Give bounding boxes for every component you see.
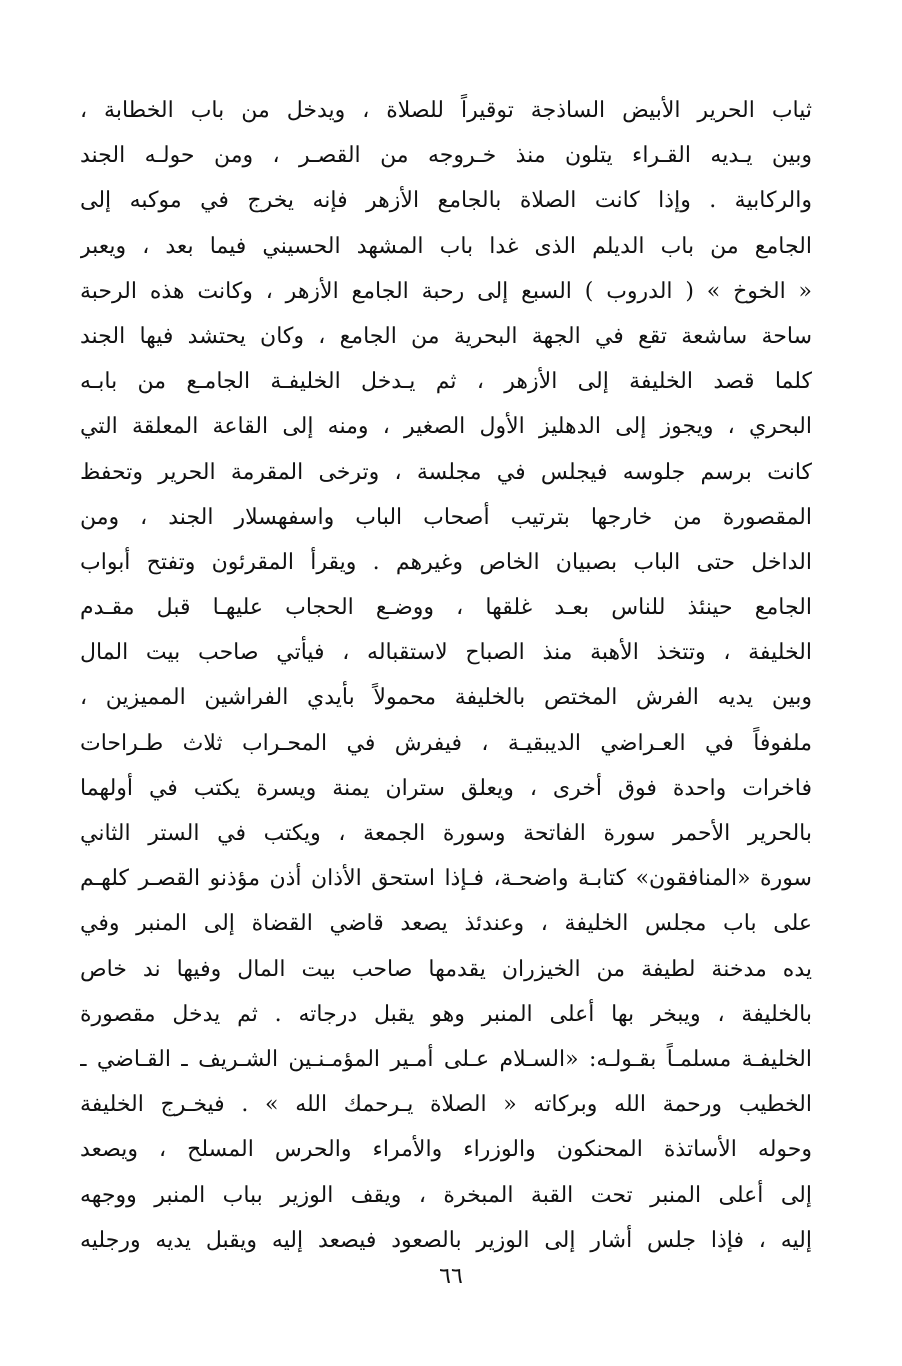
body-text <box>80 88 812 1263</box>
text-line: على باب مجلس الخليفة ، وعندئذ يصعد قاضي القضاة إلى المنبر وفي <box>80 911 812 937</box>
text-line: يده مدخنة لطيفة من الخيزران يقدمها صاحب بيت المال وفيها ند خاص <box>80 956 812 982</box>
text-line: بالخليفة ، ويبخر بها أعلى المنبر وهو يقبل درجاته . ثم يدخل مقصورة <box>80 1001 812 1027</box>
page-number: ٦٦ <box>439 1264 463 1289</box>
text-line: الجامع حينئذ للناس بعـد غلقها ، ووضـع الحجاب عليهـا قبل مقـدم <box>80 595 812 621</box>
text-line: « الخوخ » ( الدروب ) السبع إلى رحبة الجامع الأزهر ، وكانت هذه الرحبة <box>80 278 812 304</box>
text-line: الداخل حتى الباب بصبيان الخاص وغيرهم . ويقرأ المقرئون وتفتح أبواب <box>80 549 812 575</box>
text-line: ساحة ساشعة تقع في الجهة البحرية من الجامع ، وكان يحتشد فيها الجند <box>80 323 812 349</box>
text-line: كلما قصد الخليفة إلى الأزهر ، ثم يـدخل الخليفـة الجامـع من بابـه <box>80 369 812 395</box>
text-line: إليه ، فإذا جلس أشار إلى الوزير بالصعود فيصعد إليه ويقبل يديه ورجليه <box>80 1227 812 1253</box>
text-line: فاخرات واحدة فوق أخرى ، ويعلق ستران يمنة ويسرة يكتب في أولهما <box>80 775 812 801</box>
text-line: البحري ، ويجوز إلى الدهليز الأول الصغير ، ومنه إلى القاعة المعلقة التي <box>80 414 812 440</box>
text-line: بالحرير الأحمر سورة الفاتحة وسورة الجمعة ، ويكتب في الستر الثاني <box>80 821 812 846</box>
text-line: وحوله الأساتذة المحنكون والوزراء والأمراء والحرس المسلح ، ويصعد <box>80 1137 812 1163</box>
text-line: الخليفة ، وتتخذ الأهبة منذ الصباح لاستقباله ، فيأتي صاحب بيت المال <box>80 640 812 666</box>
text-line: الخليفـة مسلمـاً بقـولـه: «السـلام عـلى أمـير المؤمـنـين الشـريف ـ القـاضي ـ <box>80 1046 812 1072</box>
text-line: كانت برسم جلوسه فيجلس في مجلسة ، وترخى المقرمة الحرير وتحفظ <box>80 459 812 485</box>
text-line: ثياب الحرير الأبيض الساذجة توقيراً للصلاة ، ويدخل من باب الخطابة ، <box>80 98 812 123</box>
text-line: المقصورة من خارجها بترتيب أصحاب الباب واسفهسلار الجند ، ومن <box>80 504 812 530</box>
text-line: وبين يـديه القـراء يتلون منذ خـروجه من القصـر ، ومن حولـه الجند <box>80 143 812 169</box>
text-line: إلى أعلى المنبر تحت القبة المبخرة ، ويقف الوزير بباب المنبر ووجهه <box>80 1182 812 1208</box>
text-line: والركابية . وإذا كانت الصلاة بالجامع الأزهر فإنه يخرج في موكبه إلى <box>80 188 812 214</box>
text-line: ملفوفاً في العـراضي الديبقيـة ، فيفرش في المحـراب ثلاث طـراحات <box>80 730 812 756</box>
text-line: الجامع من باب الديلم الذى غدا باب المشهد الحسيني فيما بعد ، ويعبر <box>80 233 812 259</box>
text-line: سورة «المنافقون» كتابـة واضحـة، فـإذا استحق الأذان أذن مؤذنو القصـر كلهـم <box>80 866 812 892</box>
text-line: وبين يديه الفرش المختص بالخليفة محمولاً بأيدي الفراشين المميزين ، <box>80 685 812 711</box>
text-line: الخطيب ورحمة الله وبركاته « الصلاة يـرحمك الله » . فيخـرج الخليفة <box>80 1092 812 1118</box>
